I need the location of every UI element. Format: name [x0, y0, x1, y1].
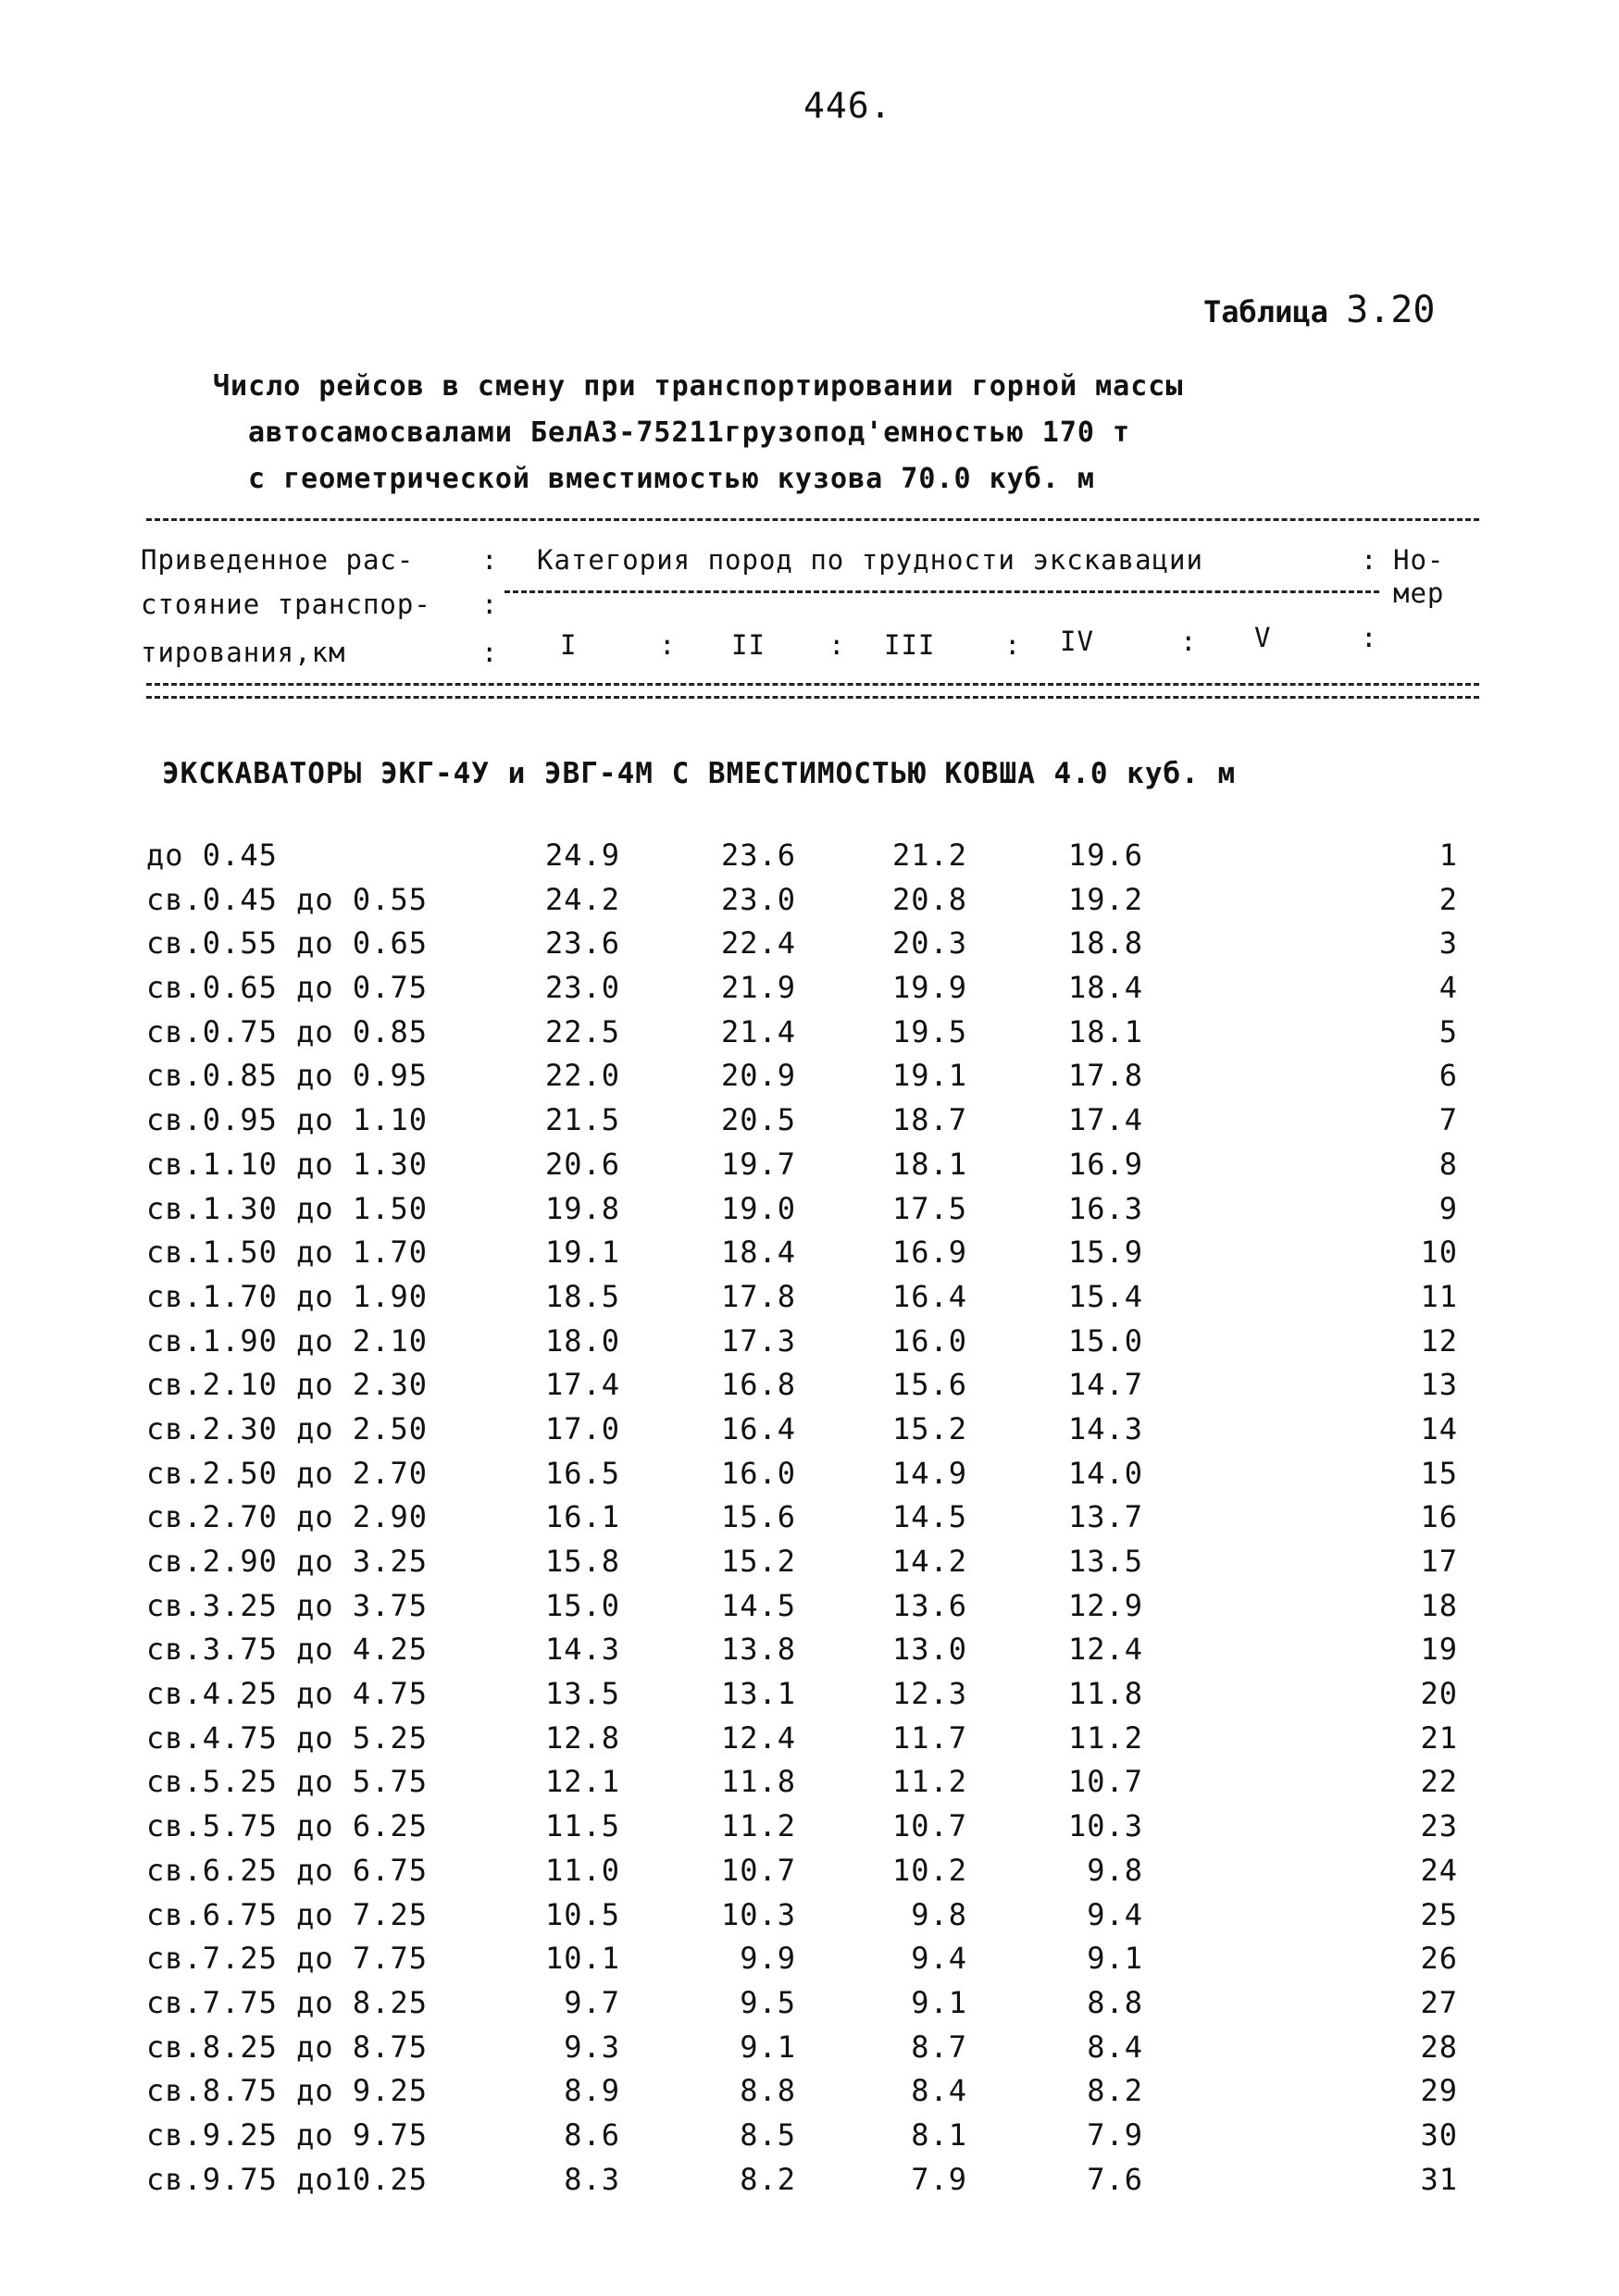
distance-cell: св.5.75 до 6.25 — [146, 1808, 428, 1844]
category-IV-cell: 10.7 — [1067, 1764, 1143, 1800]
row-number-cell: 31 — [1420, 2161, 1458, 2197]
row-number-cell: 30 — [1420, 2116, 1458, 2153]
category-I-cell: 21.5 — [544, 1102, 620, 1138]
category-II-cell: 13.1 — [720, 1676, 796, 1712]
table-row — [0, 970, 1619, 1014]
distance-cell: св.1.90 до 2.10 — [146, 1322, 428, 1359]
category-I-cell: 10.5 — [544, 1896, 620, 1932]
category-IV-cell: 14.3 — [1067, 1410, 1143, 1446]
distance-cell: св.0.95 до 1.10 — [146, 1102, 428, 1138]
category-I-cell: 22.0 — [544, 1058, 620, 1094]
distance-cell: св.1.10 до 1.30 — [146, 1146, 428, 1182]
category-III-cell: 20.8 — [891, 881, 967, 917]
header-category-III: III — [884, 629, 936, 661]
category-II-cell: 13.8 — [720, 1632, 796, 1668]
table-row — [0, 1985, 1619, 2029]
header-separator: : — [659, 629, 676, 661]
row-number-cell: 18 — [1420, 1587, 1458, 1623]
category-III-cell: 21.2 — [891, 838, 967, 873]
table-row — [0, 838, 1619, 882]
category-I-cell: 24.9 — [544, 838, 620, 873]
table-row — [0, 1279, 1619, 1323]
table-row — [0, 1941, 1619, 1985]
header-category-title: Категория пород по трудности экскавации — [537, 544, 1203, 576]
category-II-cell: 8.5 — [740, 2116, 796, 2153]
row-number-cell: 5 — [1438, 1013, 1458, 1049]
header-separator: : — [1004, 629, 1021, 661]
table-row — [0, 1544, 1619, 1588]
category-II-cell: 16.8 — [720, 1367, 796, 1403]
row-number-cell: 9 — [1438, 1190, 1458, 1226]
header-separator: : — [1361, 622, 1377, 653]
header-distance-line-1: Приведенное рас- — [141, 544, 415, 576]
section-title: ЭКСКАВАТОРЫ ЭКГ-4У и ЭВГ-4М С ВМЕСТИМОСТЬЮ КОВША 4.0 куб. м — [162, 757, 1237, 790]
row-number-cell: 8 — [1438, 1146, 1458, 1182]
distance-cell: св.9.25 до 9.75 — [146, 2116, 428, 2153]
category-II-cell: 10.7 — [720, 1852, 796, 1888]
category-IV-cell: 15.9 — [1067, 1235, 1143, 1271]
category-III-cell: 10.7 — [891, 1808, 967, 1844]
category-IV-cell: 18.1 — [1067, 1013, 1143, 1049]
row-number-cell: 13 — [1420, 1367, 1458, 1403]
category-III-cell: 19.1 — [891, 1058, 967, 1094]
category-II-cell: 11.8 — [720, 1764, 796, 1800]
distance-cell: св.8.25 до 8.75 — [146, 2029, 428, 2065]
category-II-cell: 23.0 — [720, 881, 796, 917]
table-row — [0, 1367, 1619, 1411]
category-I-cell: 22.5 — [544, 1013, 620, 1049]
distance-cell: св.2.90 до 3.25 — [146, 1544, 428, 1579]
table-row — [0, 1588, 1619, 1632]
category-IV-cell: 17.8 — [1067, 1058, 1143, 1094]
table-label-number: 3.20 — [1346, 289, 1436, 331]
category-II-cell: 19.7 — [720, 1146, 796, 1182]
category-III-cell: 14.9 — [891, 1455, 967, 1491]
category-III-cell: 11.2 — [891, 1764, 967, 1800]
header-category-V: V — [1254, 622, 1272, 653]
category-II-cell: 16.4 — [720, 1410, 796, 1446]
header-bottom-rule — [146, 683, 1479, 686]
category-II-cell: 14.5 — [720, 1587, 796, 1623]
header-distance-line-2: стояние транспор- — [141, 589, 431, 620]
distance-cell: св.5.25 до 5.75 — [146, 1764, 428, 1800]
table-row — [0, 1676, 1619, 1720]
category-I-cell: 12.8 — [544, 1719, 620, 1756]
distance-cell: св.0.75 до 0.85 — [146, 1013, 428, 1049]
row-number-cell: 21 — [1420, 1719, 1458, 1756]
table-label — [1203, 289, 1435, 331]
category-IV-cell: 9.4 — [1087, 1896, 1143, 1932]
category-III-cell: 18.7 — [891, 1102, 967, 1138]
category-II-cell: 19.0 — [720, 1190, 796, 1226]
category-III-cell: 7.9 — [911, 2161, 967, 2197]
page-number: 446. — [803, 85, 892, 126]
category-I-cell: 9.3 — [564, 2029, 620, 2065]
distance-cell: св.0.45 до 0.55 — [146, 881, 428, 917]
category-IV-cell: 16.3 — [1067, 1190, 1143, 1226]
distance-cell: св.4.25 до 4.75 — [146, 1676, 428, 1712]
category-III-cell: 18.1 — [891, 1146, 967, 1182]
distance-cell: св.0.65 до 0.75 — [146, 970, 428, 1006]
distance-cell: св.3.25 до 3.75 — [146, 1587, 428, 1623]
category-III-cell: 10.2 — [891, 1852, 967, 1888]
category-II-cell: 20.9 — [720, 1058, 796, 1094]
distance-cell: св.8.75 до 9.25 — [146, 2073, 428, 2109]
table-row — [0, 1411, 1619, 1456]
category-IV-cell: 12.4 — [1067, 1632, 1143, 1668]
table-row — [0, 1058, 1619, 1102]
category-II-cell: 9.5 — [740, 1984, 796, 2020]
row-number-cell: 14 — [1420, 1410, 1458, 1446]
table-row — [0, 1720, 1619, 1765]
header-distance-line-3: тирования,км — [141, 637, 346, 668]
category-III-cell: 11.7 — [891, 1719, 967, 1756]
row-number-cell: 6 — [1438, 1058, 1458, 1094]
row-number-cell: 16 — [1420, 1499, 1458, 1535]
category-IV-cell: 8.4 — [1087, 2029, 1143, 2065]
category-IV-cell: 17.4 — [1067, 1102, 1143, 1138]
row-number-cell: 2 — [1438, 881, 1458, 917]
category-I-cell: 18.5 — [544, 1278, 620, 1314]
table-row — [0, 2029, 1619, 2074]
category-II-cell: 8.2 — [740, 2161, 796, 2197]
category-I-cell: 16.1 — [544, 1499, 620, 1535]
category-I-cell: 15.0 — [544, 1587, 620, 1623]
header-separator: : — [1180, 626, 1197, 657]
table-row — [0, 1014, 1619, 1059]
category-I-cell: 11.5 — [544, 1808, 620, 1844]
category-IV-cell: 15.4 — [1067, 1278, 1143, 1314]
category-II-cell: 21.4 — [720, 1013, 796, 1049]
row-number-cell: 7 — [1438, 1102, 1458, 1138]
category-II-cell: 17.3 — [720, 1322, 796, 1359]
distance-cell: св.1.30 до 1.50 — [146, 1190, 428, 1226]
header-separator: : — [481, 544, 498, 576]
category-I-cell: 13.5 — [544, 1676, 620, 1712]
row-number-cell: 26 — [1420, 1941, 1458, 1977]
category-I-cell: 17.4 — [544, 1367, 620, 1403]
category-I-cell: 10.1 — [544, 1941, 620, 1977]
row-number-cell: 10 — [1420, 1235, 1458, 1271]
row-number-cell: 4 — [1438, 970, 1458, 1006]
table-row — [0, 1499, 1619, 1544]
category-I-cell: 8.3 — [564, 2161, 620, 2197]
category-I-cell: 11.0 — [544, 1852, 620, 1888]
table-top-rule — [146, 518, 1479, 521]
table-row — [0, 1897, 1619, 1942]
table-row — [0, 1235, 1619, 1279]
header-category-II: II — [731, 629, 766, 661]
distance-cell: св.7.25 до 7.75 — [146, 1941, 428, 1977]
table-row — [0, 882, 1619, 926]
category-I-cell: 18.0 — [544, 1322, 620, 1359]
header-separator: : — [481, 589, 498, 620]
caption-line-1: Число рейсов в смену при транспортировании горной массы — [213, 370, 1184, 403]
category-III-cell: 8.1 — [911, 2116, 967, 2153]
distance-cell: до 0.45 — [146, 838, 278, 873]
category-IV-cell: 12.9 — [1067, 1587, 1143, 1623]
distance-cell: св.0.55 до 0.65 — [146, 925, 428, 962]
category-IV-cell: 14.7 — [1067, 1367, 1143, 1403]
category-IV-cell: 13.5 — [1067, 1544, 1143, 1579]
category-I-cell: 12.1 — [544, 1764, 620, 1800]
category-I-cell: 23.6 — [544, 925, 620, 962]
row-number-cell: 29 — [1420, 2073, 1458, 2109]
category-IV-cell: 7.9 — [1087, 2116, 1143, 2153]
distance-cell: св.2.50 до 2.70 — [146, 1455, 428, 1491]
category-IV-cell: 11.2 — [1067, 1719, 1143, 1756]
category-II-cell: 9.9 — [740, 1941, 796, 1977]
category-III-cell: 19.9 — [891, 970, 967, 1006]
header-separator: : — [1361, 544, 1377, 576]
row-number-cell: 17 — [1420, 1544, 1458, 1579]
category-I-cell: 19.8 — [544, 1190, 620, 1226]
table-row — [0, 1147, 1619, 1191]
category-III-cell: 17.5 — [891, 1190, 967, 1226]
category-I-cell: 15.8 — [544, 1544, 620, 1579]
table-row — [0, 2162, 1619, 2206]
category-II-cell: 12.4 — [720, 1719, 796, 1756]
distance-cell: св.6.25 до 6.75 — [146, 1852, 428, 1888]
row-number-cell: 20 — [1420, 1676, 1458, 1712]
table-label-word: Таблица — [1203, 294, 1328, 329]
category-IV-cell: 13.7 — [1067, 1499, 1143, 1535]
table-row — [0, 2117, 1619, 2162]
category-III-cell: 13.6 — [891, 1587, 967, 1623]
category-IV-cell: 8.8 — [1087, 1984, 1143, 2020]
distance-cell: св.3.75 до 4.25 — [146, 1632, 428, 1668]
category-I-cell: 24.2 — [544, 881, 620, 917]
row-number-cell: 15 — [1420, 1455, 1458, 1491]
distance-cell: св.4.75 до 5.25 — [146, 1719, 428, 1756]
category-IV-cell: 11.8 — [1067, 1676, 1143, 1712]
table-row — [0, 925, 1619, 970]
row-number-cell: 28 — [1420, 2029, 1458, 2065]
category-III-cell: 9.8 — [911, 1896, 967, 1932]
row-number-cell: 24 — [1420, 1852, 1458, 1888]
distance-cell: св.7.75 до 8.25 — [146, 1984, 428, 2020]
category-II-cell: 22.4 — [720, 925, 796, 962]
row-number-cell: 27 — [1420, 1984, 1458, 2020]
category-I-cell: 17.0 — [544, 1410, 620, 1446]
category-III-cell: 14.5 — [891, 1499, 967, 1535]
category-II-cell: 17.8 — [720, 1278, 796, 1314]
table-body — [0, 838, 1619, 2205]
category-II-cell: 21.9 — [720, 970, 796, 1006]
category-I-cell: 16.5 — [544, 1455, 620, 1491]
category-II-cell: 16.0 — [720, 1455, 796, 1491]
category-III-cell: 14.2 — [891, 1544, 967, 1579]
category-III-cell: 8.7 — [911, 2029, 967, 2065]
header-bottom-rule-2 — [146, 696, 1479, 699]
category-II-cell: 11.2 — [720, 1808, 796, 1844]
category-IV-cell: 19.6 — [1067, 838, 1143, 873]
category-III-cell: 15.2 — [891, 1410, 967, 1446]
table-row — [0, 1853, 1619, 1897]
header-separator: : — [481, 637, 498, 668]
distance-cell: св.6.75 до 7.25 — [146, 1896, 428, 1932]
header-category-I: I — [560, 629, 578, 661]
table-row — [0, 1808, 1619, 1853]
category-IV-cell: 9.1 — [1087, 1941, 1143, 1977]
category-IV-cell: 19.2 — [1067, 881, 1143, 917]
row-number-cell: 11 — [1420, 1278, 1458, 1314]
category-IV-cell: 10.3 — [1067, 1808, 1143, 1844]
category-II-cell: 15.2 — [720, 1544, 796, 1579]
category-III-cell: 16.9 — [891, 1235, 967, 1271]
category-II-cell: 9.1 — [740, 2029, 796, 2065]
header-number-line-1: Но- — [1393, 544, 1445, 576]
category-III-cell: 13.0 — [891, 1632, 967, 1668]
distance-cell: св.2.10 до 2.30 — [146, 1367, 428, 1403]
distance-cell: св.9.75 до10.25 — [146, 2161, 428, 2197]
category-IV-cell: 14.0 — [1067, 1455, 1143, 1491]
category-II-cell: 15.6 — [720, 1499, 796, 1535]
distance-cell: св.1.50 до 1.70 — [146, 1235, 428, 1271]
distance-cell: св.0.85 до 0.95 — [146, 1058, 428, 1094]
category-I-cell: 19.1 — [544, 1235, 620, 1271]
row-number-cell: 22 — [1420, 1764, 1458, 1800]
category-I-cell: 20.6 — [544, 1146, 620, 1182]
row-number-cell: 1 — [1438, 838, 1458, 873]
row-number-cell: 3 — [1438, 925, 1458, 962]
category-III-cell: 20.3 — [891, 925, 967, 962]
category-IV-cell: 7.6 — [1087, 2161, 1143, 2197]
category-II-cell: 20.5 — [720, 1102, 796, 1138]
distance-cell: св.1.70 до 1.90 — [146, 1278, 428, 1314]
category-I-cell: 23.0 — [544, 970, 620, 1006]
category-IV-cell: 18.8 — [1067, 925, 1143, 962]
category-IV-cell: 15.0 — [1067, 1322, 1143, 1359]
row-number-cell: 23 — [1420, 1808, 1458, 1844]
category-III-cell: 9.4 — [911, 1941, 967, 1977]
distance-cell: св.2.30 до 2.50 — [146, 1410, 428, 1446]
category-I-cell: 9.7 — [564, 1984, 620, 2020]
category-II-cell: 10.3 — [720, 1896, 796, 1932]
category-I-cell: 8.9 — [564, 2073, 620, 2109]
caption-line-2: автосамосвалами БелАЗ-75211грузопод'емностью 170 т — [248, 416, 1131, 449]
category-II-cell: 23.6 — [720, 838, 796, 873]
category-III-cell: 16.4 — [891, 1278, 967, 1314]
table-row — [0, 1764, 1619, 1808]
category-II-cell: 8.8 — [740, 2073, 796, 2109]
category-IV-cell: 18.4 — [1067, 970, 1143, 1006]
category-III-cell: 12.3 — [891, 1676, 967, 1712]
category-III-cell: 19.5 — [891, 1013, 967, 1049]
table-row — [0, 1191, 1619, 1235]
distance-cell: св.2.70 до 2.90 — [146, 1499, 428, 1535]
category-III-cell: 9.1 — [911, 1984, 967, 2020]
category-IV-cell: 8.2 — [1087, 2073, 1143, 2109]
category-II-cell: 18.4 — [720, 1235, 796, 1271]
table-row — [0, 2073, 1619, 2117]
row-number-cell: 25 — [1420, 1896, 1458, 1932]
header-category-IV: IV — [1060, 626, 1094, 657]
row-number-cell: 12 — [1420, 1322, 1458, 1359]
category-III-cell: 15.6 — [891, 1367, 967, 1403]
category-III-cell: 16.0 — [891, 1322, 967, 1359]
table-row — [0, 1323, 1619, 1368]
table-row — [0, 1456, 1619, 1500]
table-row — [0, 1632, 1619, 1676]
header-separator: : — [828, 629, 845, 661]
caption-line-3: с геометрической вместимостью кузова 70.0 куб. м — [248, 463, 1095, 495]
header-number-line-2: мер — [1393, 577, 1445, 609]
category-III-cell: 8.4 — [911, 2073, 967, 2109]
table-row — [0, 1102, 1619, 1147]
category-IV-cell: 9.8 — [1087, 1852, 1143, 1888]
category-I-cell: 8.6 — [564, 2116, 620, 2153]
category-IV-cell: 16.9 — [1067, 1146, 1143, 1182]
row-number-cell: 19 — [1420, 1632, 1458, 1668]
category-I-cell: 14.3 — [544, 1632, 620, 1668]
header-inner-rule — [504, 590, 1379, 593]
